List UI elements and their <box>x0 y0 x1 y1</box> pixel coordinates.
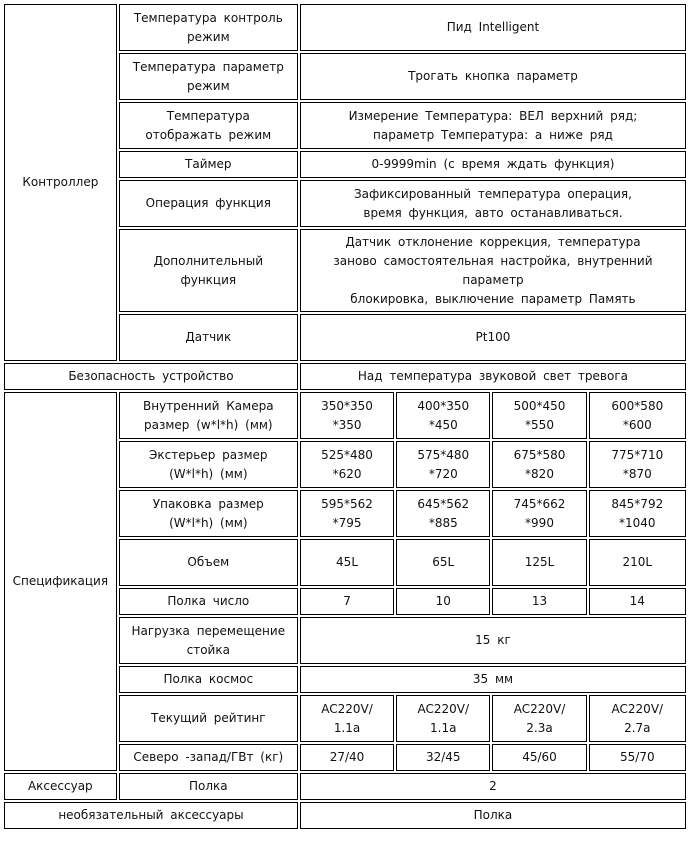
value-cell: 27/40 <box>300 744 394 771</box>
value-cell: 45L <box>300 539 394 586</box>
group-cell-spec: Спецификация <box>4 392 117 771</box>
table-row <box>4 802 686 829</box>
value-cell: 745*662 *990 <box>492 490 586 537</box>
row-label: Упаковка размер (W*l*h) (мм) <box>119 490 298 537</box>
value-cell: 525*480 *620 <box>300 441 394 488</box>
value-cell: 400*350 *450 <box>396 392 490 439</box>
value-cell: 45/60 <box>492 744 586 771</box>
row-value: Трогать кнопка параметр <box>300 53 686 100</box>
row-label: Объем <box>119 539 298 586</box>
value-cell: 65L <box>396 539 490 586</box>
row-value: Пид Intelligent <box>300 4 686 51</box>
value-cell: 14 <box>589 588 686 615</box>
row-value: Измерение Температура: ВЕЛ верхний ряд; параметр Температура: а ниже ряд <box>300 102 686 149</box>
safety-value: Над температура звуковой свет тревога <box>300 363 686 390</box>
row-label: Датчик <box>119 314 298 361</box>
row-label: Северо -запад/ГВт (кг) <box>119 744 298 771</box>
value-cell: AC220V/ 1.1a <box>300 695 394 742</box>
spec-table <box>2 2 688 831</box>
row-label: Операция функция <box>119 180 298 227</box>
row-value: 0-9999min (с время ждать функция) <box>300 151 686 178</box>
row-value: 2 <box>300 773 686 800</box>
value-cell: 595*562 *795 <box>300 490 394 537</box>
value-cell: 645*562 *885 <box>396 490 490 537</box>
value-cell: 7 <box>300 588 394 615</box>
optional-label: необязательный аксессуары <box>4 802 298 829</box>
row-label: Таймер <box>119 151 298 178</box>
row-value: 15 кг <box>300 617 686 664</box>
table-row <box>4 363 686 390</box>
value-cell: 575*480 *720 <box>396 441 490 488</box>
row-label: Температура контроль режим <box>119 4 298 51</box>
value-cell: 32/45 <box>396 744 490 771</box>
table-row <box>4 392 686 439</box>
row-label: Полка космос <box>119 666 298 693</box>
value-cell: 500*450 *550 <box>492 392 586 439</box>
table-row <box>4 773 686 800</box>
row-label: Температура отображать режим <box>119 102 298 149</box>
value-cell: 125L <box>492 539 586 586</box>
row-label: Полка число <box>119 588 298 615</box>
row-value: Зафиксированный температура операция, время функция, авто останавливаться. <box>300 180 686 227</box>
row-value: 35 мм <box>300 666 686 693</box>
value-cell: AC220V/ 2.7a <box>589 695 686 742</box>
row-label: Текущий рейтинг <box>119 695 298 742</box>
row-value: Pt100 <box>300 314 686 361</box>
value-cell: AC220V/ 1.1a <box>396 695 490 742</box>
value-cell: 845*792 *1040 <box>589 490 686 537</box>
row-label: Температура параметр режим <box>119 53 298 100</box>
value-cell: 775*710 *870 <box>589 441 686 488</box>
value-cell: 13 <box>492 588 586 615</box>
value-cell: 675*580 *820 <box>492 441 586 488</box>
row-label: Полка <box>119 773 298 800</box>
safety-label: Безопасность устройство <box>4 363 298 390</box>
row-label: Дополнительный функция <box>119 229 298 312</box>
value-cell: 55/70 <box>589 744 686 771</box>
row-value: Датчик отклонение коррекция, температура заново самостоятельная настройка, внутренний параметр блокировка, выключение параметр Память <box>300 229 686 312</box>
optional-value: Полка <box>300 802 686 829</box>
value-cell: 10 <box>396 588 490 615</box>
row-label: Внутренний Камера размер (w*l*h) (мм) <box>119 392 298 439</box>
value-cell: AC220V/ 2.3a <box>492 695 586 742</box>
value-cell: 600*580 *600 <box>589 392 686 439</box>
table-row <box>4 4 686 51</box>
value-cell: 210L <box>589 539 686 586</box>
group-cell-controller: Контроллер <box>4 4 117 361</box>
group-cell-accessory: Аксессуар <box>4 773 117 800</box>
row-label: Нагрузка перемещение стойка <box>119 617 298 664</box>
row-label: Экстерьер размер (W*l*h) (мм) <box>119 441 298 488</box>
value-cell: 350*350 *350 <box>300 392 394 439</box>
